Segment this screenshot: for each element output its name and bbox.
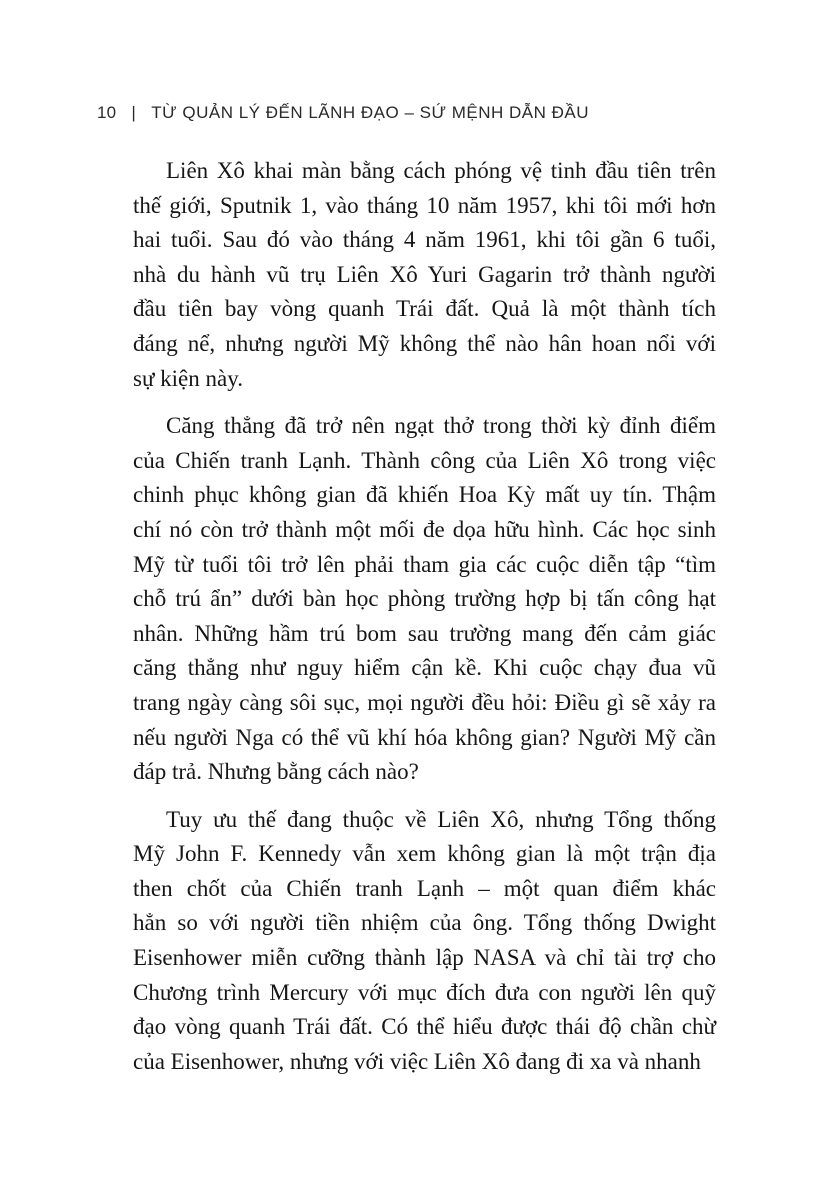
text-line: then chốt của Chiến tranh Lạnh – một quan điểm khác [133,875,716,901]
text-line: Chương trình Mercury với mục đích đưa con người lên quỹ [133,979,716,1005]
text-line: Tuy ưu thế đang thuộc về Liên Xô, nhưng Tổng thống [166,806,716,832]
running-title: TỪ QUẢN LÝ ĐẾN LÃNH ĐẠO – SỨ MỆNH DẪN ĐẦU [151,103,590,122]
text-line: Căng thẳng đã trở nên ngạt thở trong thời kỳ đỉnh điểm [166,413,716,439]
text-line: Mỹ từ tuổi tôi trở lên phải tham gia các cuộc diễn tập “tìm [133,551,716,577]
paragraph [133,409,716,790]
text-line: căng thẳng như nguy hiểm cận kề. Khi cuộc chạy đua vũ [133,655,716,681]
text-line: nhân. Những hầm trú bom sau trường mang đến cảm giác [133,620,716,646]
text-line: Eisenhower miễn cưỡng thành lập NASA và chỉ tài trợ cho [133,945,716,971]
text-line: đáng nể, nhưng người Mỹ không thể nào hân hoan nổi với [133,330,716,356]
text-line: hai tuổi. Sau đó vào tháng 4 năm 1961, khi tôi gần 6 tuổi, [133,227,716,253]
paragraph [133,803,716,1080]
paragraph [133,154,716,396]
page-number: 10 [97,103,117,122]
text-line: của Chiến tranh Lạnh. Thành công của Liên Xô trong việc [133,447,716,473]
text-line: chinh phục không gian đã khiến Hoa Kỳ mất uy tín. Thậm [133,482,716,508]
header-separator: | [131,103,137,122]
text-line: sự kiện này. [133,365,243,391]
text-line: nhà du hành vũ trụ Liên Xô Yuri Gagarin trở thành người [133,261,716,287]
text-line: Liên Xô khai màn bằng cách phóng vệ tinh đầu tiên trên [166,158,716,183]
text-line: đáp trả. Nhưng bằng cách nào? [133,759,419,785]
text-line: của Eisenhower, nhưng với việc Liên Xô đang đi xa và nhanh [133,1048,701,1074]
text-line: đạo vòng quanh Trái đất. Có thể hiểu được thái độ chần chừ [133,1014,716,1040]
running-header [97,102,589,123]
text-line: chỗ trú ẩn” dưới bàn học phòng trường hợp bị tấn công hạt [133,586,716,612]
text-line: trang ngày càng sôi sục, mọi người đều hỏi: Điều gì sẽ xảy ra [133,689,716,715]
text-line: nếu người Nga có thể vũ khí hóa không gian? Người Mỹ cần [133,724,716,750]
text-line: hẳn so với người tiền nhiệm của ông. Tổng thống Dwight [133,910,716,936]
text-line: đầu tiên bay vòng quanh Trái đất. Quả là một thành tích [133,296,716,322]
body-text [133,154,716,1092]
text-line: Mỹ John F. Kennedy vẫn xem không gian là một trận địa [133,841,716,867]
text-line: thế giới, Sputnik 1, vào tháng 10 năm 1957, khi tôi mới hơn [133,192,716,218]
text-line: chí nó còn trở thành một mối đe dọa hữu hình. Các học sinh [133,516,716,542]
